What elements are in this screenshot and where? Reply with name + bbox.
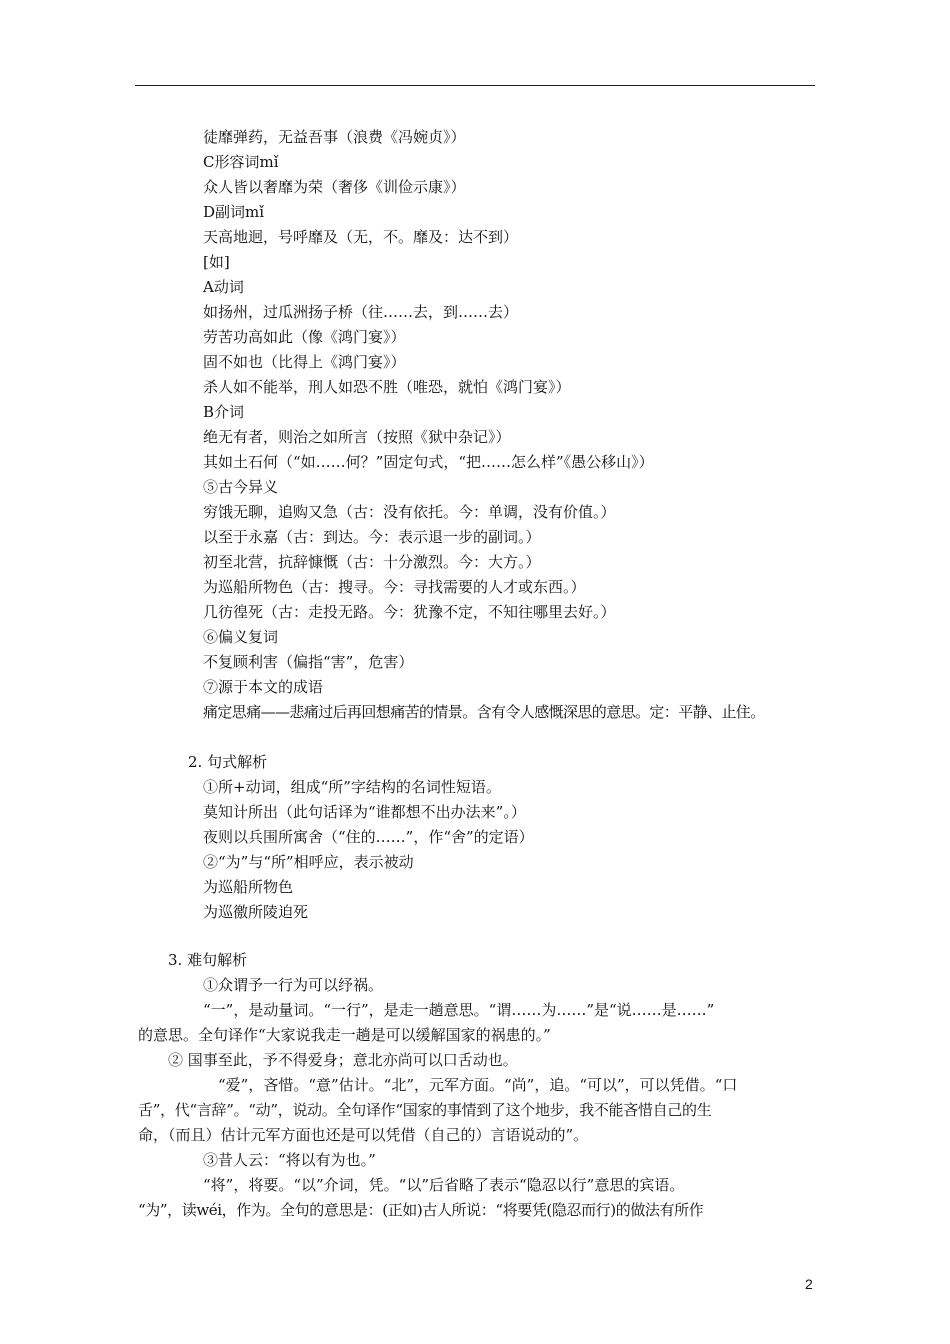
text-line: 夜则以兵围所寓舍（“住的……”，作“舍”的定语） [203,828,534,846]
text-line: 几彷徨死（古：走投无路。今：犹豫不定，不知往哪里去好。） [203,603,616,621]
text-line: ② 国事至此，予不得爱身；意北亦尚可以口舌动也。 [168,1051,518,1069]
text-line: 绝无有者，则治之如所言（按照《狱中杂记》） [203,428,511,446]
text-line: [如] [203,253,230,271]
text-line: D副词mǐ [203,203,265,221]
text-line: “一”，是动量词。“一行”，是走一趟意思。“谓……为……”是“说……是……” [203,1001,715,1019]
text-line: “将”，将要。“以”介词，凭。“以”后省略了表示“隐忍以行”意思的宾语。 [203,1176,685,1194]
text-line: 为巡船所物色（古：搜寻。今：寻找需要的人才或东西。） [203,578,586,596]
text-line: “爱”，吝惜。“意”估计。“北”，元军方面。“尚”，追。“可以”，可以凭借。“口 [218,1076,738,1094]
text-line: 劳苦功高如此（像《鸿门宴》） [203,328,406,346]
page-number: 2 [805,1276,813,1292]
text-line: 固不如也（比得上《鸿门宴》） [203,353,406,371]
text-line: ②“为”与“所”相呼应，表示被动 [203,853,414,871]
text-line: 众人皆以奢靡为荣（奢侈《训俭示康》） [203,178,466,196]
text-line: 的意思。全句译作“大家说我走一趟是可以缓解国家的祸患的。” [138,1026,551,1044]
text-line: 为巡船所物色 [203,878,294,896]
text-line: ①所+动词，组成“所”字结构的名词性短语。 [203,778,501,796]
text-line: 穷饿无聊，追购又急（古：没有依托。今：单调，没有价值。） [203,503,616,521]
text-line: 如扬州，过瓜洲扬子桥（往……去，到……去） [203,303,519,321]
text-line: 初至北营，抗辞慷慨（古：十分激烈。今：大方。） [203,553,541,571]
text-line: 命，（而且）估计元军方面也还是可以凭借（自己的）言语说动的”。 [138,1126,589,1144]
text-line: 为巡徼所陵迫死 [203,903,309,921]
section-heading: 3. 难句解析 [168,951,248,969]
text-line: A动词 [203,278,244,296]
text-line: 以至于永嘉（古：到达。今：表示退一步的副词。） [203,528,541,546]
text-line: 其如土石何（“如……何？”固定句式，“把……怎么样”《愚公移山》） [203,453,654,471]
text-line: B介词 [203,403,245,421]
text-line: C形容词mǐ [203,153,279,171]
text-line: “为”，读wéi，作为。全句的意思是：(正如)古人所说：“将要凭(隐忍而行)的做法有所作 [138,1201,704,1219]
text-line: 不复顾利害（偏指“害”，危害） [203,653,414,671]
text-line: ③昔人云：“将以有为也。” [203,1151,376,1169]
text-line: 莫知计所出（此句话译为“谁都想不出办法来”。） [203,803,526,821]
section-heading: ⑤古今异义 [203,478,279,496]
text-line: 舌”，代“言辞”。“动”，说动。全句译作“国家的事情到了这个地步，我不能吝惜自己的生 [138,1101,712,1119]
text-line: ①众谓予一行为可以纾祸。 [203,976,384,994]
section-heading: ⑦源于本文的成语 [203,678,324,696]
section-heading: ⑥偏义复词 [203,628,279,646]
header-rule [135,85,815,86]
text-line: 痛定思痛——悲痛过后再回想痛苦的情景。含有令人感慨深思的意思。定：平静、止住。 [203,703,765,721]
text-line: 杀人如不能举，刑人如恐不胜（唯恐，就怕《鸿门宴》） [203,378,571,396]
text-line: 天高地迥，号呼靡及（无，不。靡及：达不到） [203,228,519,246]
section-heading: 2. 句式解析 [188,753,268,771]
text-line: 徒靡弹药，无益吾事（浪费《冯婉贞》） [203,128,466,146]
